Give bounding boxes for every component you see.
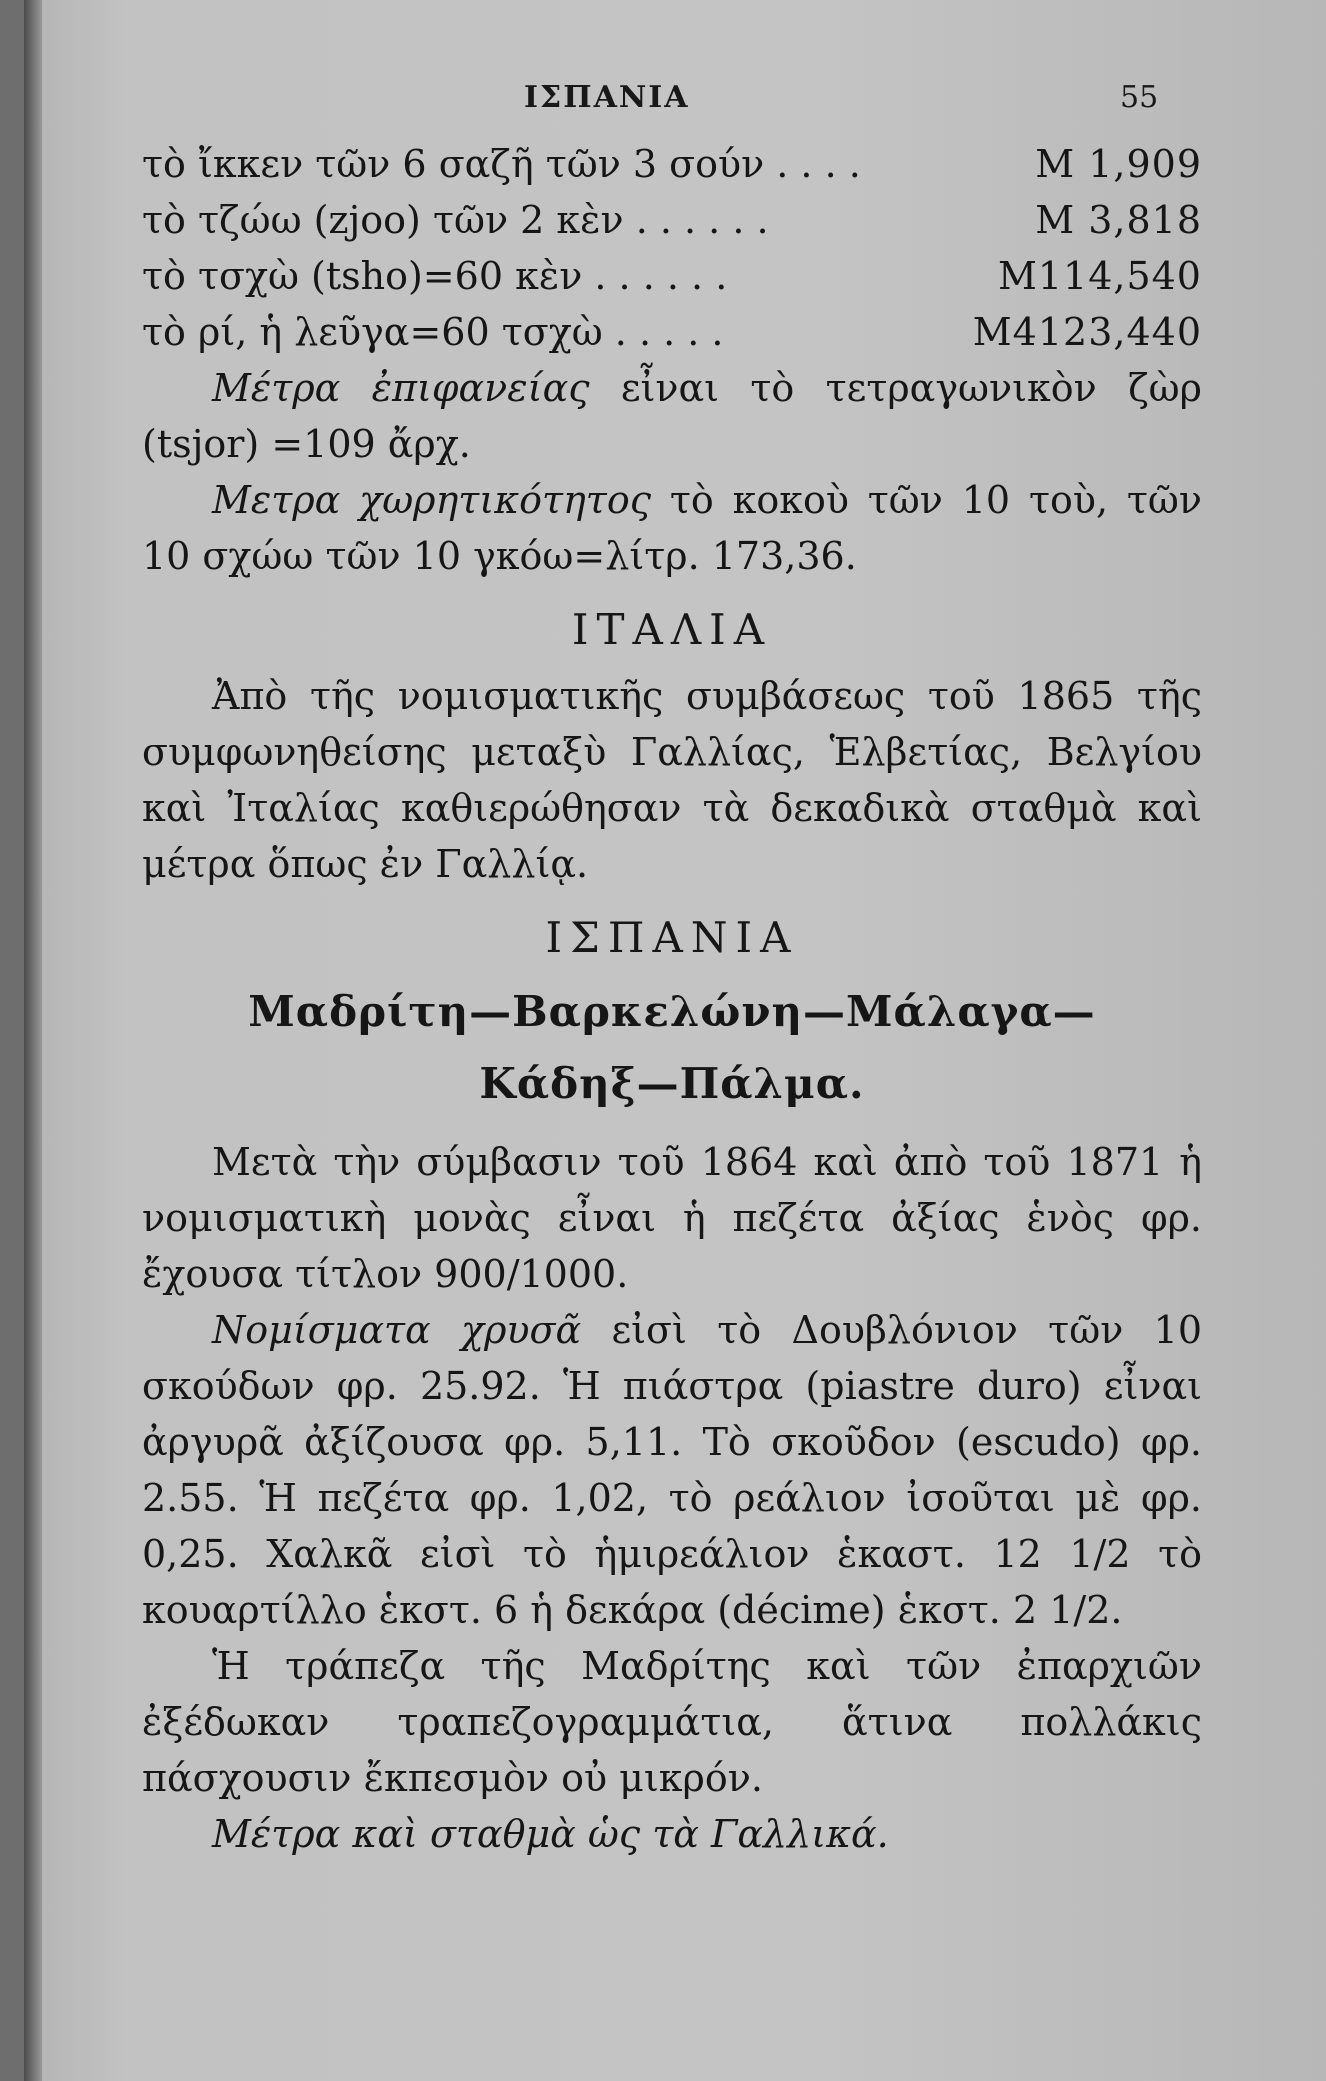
weight-value: Μ 3,818 bbox=[1035, 198, 1202, 242]
spain-heading: ΙΣΠΑΝΙΑ bbox=[545, 913, 799, 962]
running-title: ΙΣΠΑΝΙΑ bbox=[524, 80, 690, 115]
italy-heading: ΙΤΑΛΙΑ bbox=[571, 605, 773, 654]
weight-row bbox=[142, 192, 1202, 248]
spain-coins-text: εἰσὶ τὸ Δουβλόνιον τῶν 10 σκούδων φρ. 25.92. Ἡ πιάστρα (piastre duro) εἶναι ἀργυρᾶ ἀξίζουσα φρ. 5,11. Τὸ σκοῦδον (escudo) φρ. 2.55. Ἡ πεζέτα φρ. 1,02, τὸ ρεάλιον ἰσοῦται μὲ φρ. 0,25. Χαλκᾶ εἰσὶ τὸ ἡμιρεάλιον ἑκαστ. 12 1/2 τὸ κουαρτίλλο ἑκστ. 6 ἡ δεκάρα (décime) ἑκστ. 2 1/2. bbox=[142, 1308, 1202, 1632]
spain-bank-paragraph: Ἡ τράπεζα τῆς Μαδρίτης καὶ τῶν ἐπαρχιῶν ἐξέδωκαν τραπεζογραμμάτια, ἅτινα πολλάκις πάσχουσιν ἔκπεσμὸν οὐ μικρόν. bbox=[142, 1644, 1202, 1800]
capacity-measures-title: Μετρα χωρητικότητος bbox=[212, 478, 651, 522]
spain-currency-paragraph: Μετὰ τὴν σύμβασιν τοῦ 1864 καὶ ἀπὸ τοῦ 1871 ἡ νομισματικὴ μονὰς εἶναι ἡ πεζέτα ἀξίας ἑνὸς φρ. ἔχουσα τίτλον 900/1000. bbox=[142, 1140, 1202, 1296]
weight-label: τὸ τσχὼ (tsho)=60 κὲν . . . . . . bbox=[142, 254, 728, 298]
weight-value: Μ4123,440 bbox=[972, 310, 1202, 354]
weight-row bbox=[142, 248, 1202, 304]
weight-label: τὸ ἴκκεν τῶν 6 σαζῆ τῶν 3 σούν . . . . bbox=[142, 142, 861, 186]
spain-cities-line-1: Μαδρίτη—Βαρκελώνη—Μάλαγα— bbox=[248, 987, 1096, 1036]
spain-measures-text: Μέτρα καὶ σταθμὰ ὡς τὰ Γαλλικά. bbox=[212, 1812, 889, 1856]
weight-row bbox=[142, 304, 1202, 360]
book-page bbox=[24, 0, 1326, 2081]
weight-value: Μ 1,909 bbox=[1035, 142, 1202, 186]
spain-coins-title: Νομίσματα χρυσᾶ bbox=[212, 1308, 582, 1352]
weight-label: τὸ τζώω (zjoo) τῶν 2 κὲν . . . . . . bbox=[142, 198, 769, 242]
area-measures-paragraph bbox=[142, 360, 1202, 472]
weights-table bbox=[142, 136, 1202, 360]
area-measures-title: Μέτρα ἐπιφανείας bbox=[212, 366, 590, 410]
running-header bbox=[24, 80, 1326, 120]
weight-row bbox=[142, 136, 1202, 192]
weight-label: τὸ ρί, ἡ λεῦγα=60 τσχὼ . . . . . bbox=[142, 310, 724, 354]
weight-value: Μ114,540 bbox=[997, 254, 1202, 298]
capacity-measures-paragraph bbox=[142, 472, 1202, 584]
spain-coins-paragraph bbox=[142, 1302, 1202, 1638]
spain-cities-line-2: Κάδηξ—Πάλμα. bbox=[479, 1059, 865, 1108]
capacity-measures-text: τὸ κοκοὺ τῶν 10 τοὺ, τῶν 10 σχώω τῶν 10 γκόω=λίτρ. 173,36. bbox=[142, 478, 1202, 578]
page-content bbox=[142, 136, 1202, 1862]
spain-measures-paragraph bbox=[142, 1806, 1202, 1862]
italy-paragraph: Ἀπὸ τῆς νομισματικῆς συμβάσεως τοῦ 1865 τῆς συμφωνηθείσης μεταξὺ Γαλλίας, Ἑλβετίας, Βελγίου καὶ Ἰταλίας καθιερώθησαν τὰ δεκαδικὰ σταθμὰ καὶ μέτρα ὅπως ἐν Γαλλίᾳ. bbox=[142, 674, 1202, 886]
page-number: 55 bbox=[1120, 80, 1159, 115]
area-measures-text: εἶναι τὸ τετραγωνικὸν ζὼρ (tsjor) =109 ἄρχ. bbox=[142, 366, 1202, 466]
